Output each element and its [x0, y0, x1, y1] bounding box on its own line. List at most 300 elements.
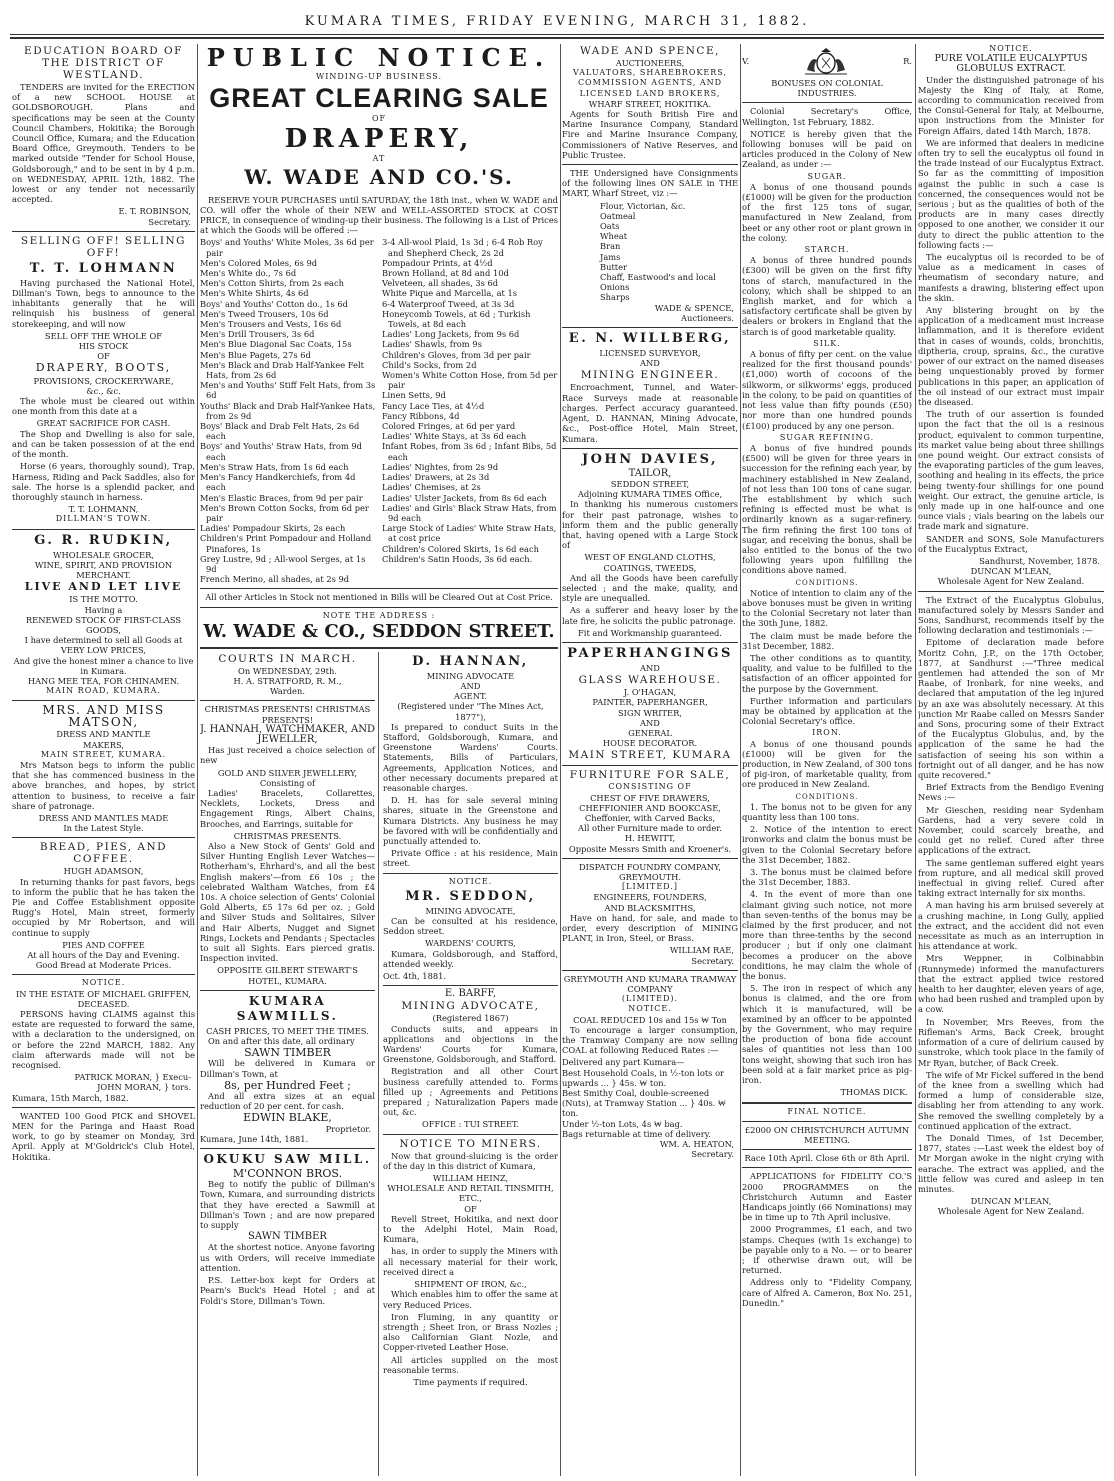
- price-item: Men's Cotton Shirts, from 2s each: [200, 278, 344, 289]
- price-item: Youths' Black and Drab Half-Yankee Hats, from 2s 9d: [200, 400, 376, 421]
- notice-office: Colonial Secretary's Office, Wellington, 1st February, 1882.: [742, 106, 912, 127]
- ad-line: Bags returnable at time of delivery.: [562, 1128, 711, 1139]
- ad-name: EDWIN BLAKE,: [243, 1111, 332, 1125]
- ad-headline: GREAT CLEARING SALE: [209, 83, 549, 114]
- price-item: Ladies' Nightes, from 2s 9d: [382, 461, 499, 472]
- ad-body: P.S. Letter-box kept for Orders at Pearn's Buck's Head Hotel ; and at Foldi's Store, Dillman's Town.: [200, 1275, 375, 1306]
- price-item: White Pique and Marcella, at 1s: [382, 288, 518, 299]
- ad-line: Time payments if required.: [413, 1376, 528, 1387]
- ad-line: MAIN ROAD, KUMARA.: [46, 686, 161, 696]
- ad-line: OF: [97, 351, 110, 362]
- ad-title: BONUSES ON COLONIAL INDUSTRIES.: [771, 78, 883, 99]
- ad-body: Encroachment, Tunnel, and Water-Race Surveys made at reasonable charges. Perfect accuracy guaranteed. Agent, D. HANNAN, Mining Advocate, &c., Post-office Hotel, Main Street, Kumara.: [562, 382, 738, 444]
- ad-line: NOTICE.: [628, 1004, 672, 1014]
- price-item: Ladies' and Girls' Black Straw Hats, from 9d each: [382, 502, 557, 523]
- ad-body: Kumara, Goldsborough, and Stafford, attended weekly.: [383, 948, 558, 969]
- ad-line: WHOLESALE GROCER,: [53, 549, 154, 560]
- christchurch-final-notice: [742, 1107, 912, 1308]
- price-item: Ladies' Shawls, from 9s: [382, 339, 482, 350]
- consignment-item: Chaff, Eastwood's and local: [600, 272, 716, 283]
- section-body: A bonus of one thousand pounds (£1000) will be given for the production of the first 125 tons of sugar, manufactured in New Zealand, from beet or any other root or plant grown in the colony.: [742, 181, 912, 243]
- ad-line: WHOLESALE AND RETAIL TINSMITH, ETC.,: [387, 1183, 554, 1204]
- section-body: A bonus of one thousand pounds (£1000) will be given for the production, in New Zealand, of 300 tons of pig-iron, of marketable quality, from ore produced in New Zealand.: [742, 738, 912, 790]
- sub-column-left: [200, 652, 375, 1309]
- price-item: Men's Straw Hats, from 1s 6d each: [200, 461, 349, 472]
- ad-signature-role: Secretary.: [691, 955, 734, 966]
- ad-signature: WADE & SPENCE,: [654, 302, 734, 313]
- crest-letter-v: V.: [742, 55, 750, 66]
- section-body: Further information and particulars may be obtained by application at the Colonial Secretary's office.: [742, 695, 912, 727]
- ad-body: As a sufferer and heavy loser by the late fire, he solicits the public patronage.: [562, 605, 738, 626]
- column-divider: [197, 44, 198, 1476]
- ad-line: On WEDNESDAY, 29th.: [238, 665, 337, 676]
- ad-body: Which enables him to offer the same at very Reduced Prices.: [383, 1289, 558, 1310]
- ad-subtitle: WINDING-UP BUSINESS.: [315, 72, 443, 81]
- ad-signature: JOHN MORAN, } tors.: [97, 1082, 191, 1093]
- ad-line: SIGN WRITER,: [617, 707, 682, 718]
- price-item: Men's Fancy Handkerchiefs, from 4d each: [200, 472, 356, 493]
- ad-title: WADE AND SPENCE,: [580, 45, 720, 57]
- ad-line: ENGINEERS, FOUNDERS,: [593, 892, 707, 903]
- ad-line: MINING ADVOCATE: [426, 670, 515, 681]
- price-item: Men's Blue Diagonal Sac Coats, 15s: [200, 339, 352, 350]
- price-item: Honeycomb Towels, at 6d ; Turkish Towels, at 8d each: [382, 308, 531, 330]
- ad-line: Adjoining KUMARA TIMES Office,: [577, 489, 723, 500]
- consignment-item: Oats: [600, 221, 620, 232]
- price-item: Men's Brown Cotton Socks, from 6d per pair: [200, 502, 369, 523]
- barff-ad: [383, 989, 558, 1129]
- price-item: Children's Print Pompadour and Holland Pinafores, 1s: [200, 533, 372, 554]
- ad-line: Delivered any part Kumara—: [562, 1057, 685, 1068]
- ad-body: Under the distinguished patronage of his Majesty the King of Italy, at Rome, according to communication received from the Consul-General for Italy, at Melbourne, upon instructions from the Minister for Foreign Affairs, dated 14th March, 1878.: [918, 74, 1104, 136]
- ad-line: DRESS AND MANTLES MADE: [38, 812, 169, 823]
- ad-title: MR. SEDDON,: [405, 888, 536, 904]
- consignment-item: Jams: [600, 251, 621, 262]
- ad-signature-role: Wholesale Agent for New Zealand.: [937, 1206, 1085, 1217]
- price-item: 3-4 All-wool Plaid, 1s 3d ; 6-4 Rob Roy and Shepherd Check, 2s 2d: [382, 237, 543, 258]
- ad-line: Consisting of: [259, 777, 316, 788]
- ad-body: TENDERS are invited for the ERECTION of a new SCHOOL HOUSE at GOLDSBOROUGH. Plans and specifications may be seen at the County Council Chambers, Hokitika; the Borough Council Office, Kumara; and the Education Board Office, Greymouth. Tenders to be marked outside "Tender for School House, Goldsborough," and to be sent in by 4 p.m. on WEDNESDAY, APRIL 12th, 1882. The lowest or any tender not necessarily accepted.: [12, 82, 195, 205]
- consignment-list: [562, 201, 738, 303]
- section-heading: IRON.: [812, 728, 842, 738]
- ad-line: At all hours of the Day and Evening.: [27, 950, 180, 961]
- wade-spence-ad: [562, 45, 738, 323]
- ad-body: Now that ground-sluicing is the order of the day in this district of Kumara,: [383, 1150, 558, 1171]
- ad-line: LIVE AND LET LIVE: [24, 580, 183, 594]
- ad-body: D. H. has for sale several mining shares, situate in the Greenstone and Kumara Districts. Any business he may be favored with will be confidentially and punctually attended to.: [383, 795, 558, 846]
- ad-line: All other Furniture made to order.: [578, 823, 722, 834]
- ad-line: SELL OFF THE WHOLE OF: [44, 330, 163, 341]
- price-item: Linen Setts, 9d: [382, 390, 446, 401]
- section-heading: SUGAR REFINING.: [779, 432, 875, 442]
- ad-title: IN THE ESTATE OF MICHAEL GRIFFEN, DECEASED.: [15, 988, 192, 1009]
- ad-body: SANDER and SONS, Sole Manufacturers of the Eucalyptus Extract,: [918, 533, 1104, 554]
- royal-crest-icon: [801, 46, 851, 76]
- section-body: The other conditions as to quantity, quality, and value to be fulfilled to the satisfaction of an officer appointed for the purpose by the Government.: [742, 652, 912, 694]
- section-body: The claim must be made before the 31st December, 1882.: [742, 630, 912, 651]
- ad-line: HANG MEE TEA, FOR CHINAMEN.: [27, 675, 180, 686]
- ad-body: Conducts suits, and appears in applications and objections in the Wardens' Courts for Kumara, Greenstone, Goldsborough, and Stafford.: [383, 1023, 558, 1065]
- ad-title: PURE VOLATILE EUCALYPTUS GLOBULUS EXTRACT.: [934, 53, 1088, 75]
- ad-title: NOTICE TO MINERS.: [399, 1137, 542, 1150]
- ad-line: CHEST OF FIVE DRAWERS,: [590, 792, 710, 803]
- ad-title: JOHN DAVIES,: [581, 451, 719, 467]
- ad-line: (Registered 1867): [432, 1013, 509, 1024]
- ad-body: The truth of our assertion is founded upon the fact that the oil is a resinous product, equivalent to common turpentine, its market value being about three shillings one pound weight. Our extract consists of the evaporating particles of the gum leaves, soothing and healing in its effects, the price being twenty-four shillings for one pound weight. Our extract, the genuine article, is only made up in one half-ounce and one ounce vials ; vials bearing on the labels our trade mark and signature.: [918, 409, 1104, 532]
- ad-line: OPPOSITE GILBERT STEWART'S HOTEL, KUMARA.: [217, 965, 358, 986]
- price-item: Boys' Black and Drab Felt Hats, 2s 6d each: [200, 421, 360, 442]
- crest-row: [742, 44, 912, 78]
- ad-title: MRS. AND MISS MATSON,: [42, 703, 165, 730]
- ad-line: H. HEWITT,: [624, 833, 676, 844]
- price-item: Men's White do., 7s 6d: [200, 268, 297, 279]
- hannan-ad: [383, 654, 558, 869]
- ad-title: KUMARA SAWMILLS.: [236, 993, 339, 1023]
- ad-title: £2000 ON CHRISTCHURCH AUTUMN MEETING.: [744, 1124, 910, 1145]
- ad-body: Will be delivered in Kumara or Dillman's Town, at: [200, 1058, 375, 1079]
- ad-line: (LIMITED).: [621, 994, 679, 1004]
- ad-line: MINING ADVOCATE,: [401, 1000, 540, 1013]
- price-item: Children's Colored Skirts, 1s 6d each: [382, 543, 539, 554]
- masthead: KUMARA TIMES, FRIDAY EVENING, MARCH 31, 1882.: [304, 14, 810, 29]
- ad-line: WILLIAM HEINZ,: [432, 1173, 509, 1184]
- ad-title: E. N. WILLBERG,: [568, 331, 732, 347]
- rate-row: Best Household Coals, in ½-ton lots or upwards ... } 45s. ₩ ton.: [562, 1067, 725, 1088]
- ad-line: WINE, SPIRIT, AND PROVISION: [34, 559, 173, 570]
- hannah-jeweller-ad: [200, 704, 375, 985]
- ad-line: COATINGS, TWEEDS,: [603, 562, 697, 573]
- ad-line: DRAPERY,: [284, 124, 474, 155]
- ad-line: [LIMITED.]: [622, 882, 678, 892]
- ad-body: The eucalyptus oil is recorded to be of value as a medicament in cases of rheumatism of secondary nature, and manifests a drawing, blistering effect upon the skin.: [918, 252, 1104, 303]
- ad-line: MINING ENGINEER.: [580, 369, 720, 382]
- consignment-item: Onions: [600, 282, 630, 293]
- ad-body: In thanking his numerous customers for their past patronage, wishes to inform them and the public generally that, having opened with a Large Stock of: [562, 499, 738, 551]
- wanted-ad: [12, 1111, 195, 1162]
- ad-title: E. BARFF,: [444, 988, 497, 1000]
- price-item: French Merino, all shades, at 2s 9d: [200, 574, 350, 585]
- ad-head: NOTICE.: [989, 44, 1033, 53]
- ad-body: Registration and all other Court business carefully attended to. Forms filled up ; Agreements and Petitions prepared ; Naturalization Papers made out, &c.: [383, 1066, 558, 1118]
- ad-line: Fit and Workmanship guaranteed.: [578, 627, 722, 638]
- price-item: Ladies' Chemises, at 2s: [382, 482, 481, 493]
- top-rule: [10, 34, 1104, 35]
- section-body: Notice of intention to claim any of the above bonuses must be given in writing to the Colonial Secretary not later than the 30th June, 1882.: [742, 587, 912, 629]
- ad-title: EDUCATION BOARD OF THE DISTRICT OF WESTLAND.: [24, 45, 183, 81]
- column-divider: [915, 44, 916, 1476]
- price-item: Men's Colored Moles, 6s 9d: [200, 257, 318, 268]
- ad-line: Having a: [84, 604, 123, 615]
- ad-body: The Shop and Dwelling is also for sale, and can be taken possession of at the end of the month.: [12, 428, 195, 460]
- ad-body: Brief Extracts from the Bendigo Evening News :—: [918, 782, 1104, 803]
- ad-line: GENERAL: [628, 727, 672, 738]
- wade-clearing-sale-ad: [200, 44, 558, 643]
- ad-line: AND: [640, 662, 660, 673]
- tramway-ad: [562, 974, 738, 1160]
- ad-signature: PATRICK MORAN, } Execu-: [74, 1072, 191, 1083]
- section-body: 5. The iron in respect of which any bonus is claimed, and the ore from which it is manufactured, will be examined by an officer to be appointed by the Government, who may require the production of bona fide account sales of quantities not less than 100 tons weight, showing that such iron has been sold at a fair market price as pig-iron.: [742, 983, 912, 1086]
- ad-line: AND: [640, 358, 660, 369]
- ad-line: VALUATORS, SHAREBROKERS, COMMISSION AGENTS, AND: [572, 68, 728, 88]
- lower-section: [200, 652, 558, 1476]
- ad-body: Also a New Stock of Gents' Gold and Silver Hunting English Lever Watches—Rotherham's, Ehrhard's, and all the best English makers'—from £6 10s ; the celebrated Waltham Watches, from £4 10s. A choice selection of Gents' Colonial Gold Alberts, £5 17s 6d per oz. ; Gold and Silver Studs and Solitaires, Silver and Hair Alberts, Nugget and Signet Rings, Lockets and Pendants ; Spectacles to suit all Sights. Ears pierced gratis. Inspection invited.: [200, 840, 375, 964]
- ad-title: FURNITURE FOR SALE,: [569, 769, 731, 782]
- ad-line: GREAT SACRIFICE FOR CASH.: [36, 418, 171, 429]
- ad-body: All articles supplied on the most reasonable terms.: [383, 1354, 558, 1375]
- ad-line: OF: [464, 1203, 477, 1214]
- consignment-item: Flour, Victorian, &c.: [600, 200, 686, 211]
- price-item: Men's Drill Trousers, 3s 6d: [200, 329, 315, 340]
- ad-line: COAL REDUCED 10s and 15s ₩ Ton: [573, 1014, 727, 1025]
- dispatch-foundry-ad: [562, 862, 738, 966]
- ad-line: J. O'HAGAN,: [623, 687, 677, 698]
- notice-intro: NOTICE is hereby given that the following bonuses will be paid on articles produced in the Colony of New Zealand, as under :—: [742, 128, 912, 170]
- price-item: Fancy Lace Ties, at 4½d: [382, 400, 485, 411]
- ad-body: Epitome of declaration made before Moritz Cohn, J.P., on the 17th October, 1877, at Sandhurst :—"Three medical gentlemen had attended the son of Mr Raabe, of Ironbark, for nine weeks, and declared that amputation of the leg injured by an axe was absolutely necessary. At this junction Mr Raabe called on Messrs Sander and Sons, procuring some of their Extract of the Eucalyptus Globulus, and, by the application of the same he had the satisfaction of seeing his son within a fortnight out of all danger, and he has now quite recovered.": [918, 637, 1104, 781]
- ad-title: CHRISTMAS PRESENTS! CHRISTMAS PRESENTS!: [204, 704, 371, 725]
- ad-body: Ladies' Bracelets, Collarettes, Necklets, Lockets, Dress and Engagement Rings, Albert Chains, Brooches, and Earrings, suitable for: [200, 787, 375, 829]
- ad-line: TAILOR,: [628, 467, 672, 479]
- ad-body: PERSONS having CLAIMS against this estate are requested to forward the same, with a declaration to the undersigned, on or before the 22nd MARCH, 1882. Any claim afterwards made will not be recognised.: [12, 1009, 195, 1071]
- ad-line: SAWN TIMBER: [248, 1231, 327, 1243]
- price-item: 6-4 Waterproof Tweed, at 3s 3d: [382, 298, 515, 309]
- ad-body: Is prepared to conduct Suits in the Stafford, Goldsborough, Kumara, and Greenstone Wardens' Courts. Statements, Bills of Particulars, Agreements, Application Notices, and other necessary documents prepared at reasonable charges.: [383, 721, 558, 793]
- ad-line: WHARF STREET, HOKITIKA.: [588, 98, 712, 109]
- ad-line: 8s, per Hundred Feet ;: [224, 1078, 351, 1092]
- ad-body: Horse (6 years, thoroughly sound), Trap, Harness, Riding and Pack Saddles, also for sale. The horse is a splendid packer, and thoroughly staunch in harness.: [12, 461, 195, 502]
- price-item: Men's and Youths' Stiff Felt Hats, from 3s 6d: [200, 380, 376, 401]
- ad-line: CONSISTING OF: [608, 782, 692, 792]
- ad-body: has, in order to supply the Miners with all necessary material for their work, received direct a: [383, 1246, 558, 1277]
- price-item: Men's Elastic Braces, from 9d per pair: [200, 492, 363, 503]
- ad-line: H. A. STRATFORD, R. M.,: [233, 675, 342, 686]
- section-body: 4. In the event of more than one claimant giving such notice, not more than seven-tenths of the bonus may be claimed by the first producer, and not more than three-tenths by the second producer ; but if only one claimant becomes a producer on the above conditions, he may claim the whole of the bonus.: [742, 889, 912, 982]
- ad-line: Race 10th April. Close 6th or 8th April.: [744, 1153, 910, 1164]
- price-item: Ladies' Drawers, at 2s 3d: [382, 472, 490, 483]
- section-body: 3. The bonus must be claimed before the 31st December, 1883.: [742, 867, 912, 888]
- ad-body: In November, Mrs Reeves, from the Rifleman's Arms, Back Creek, brought information of a cure of delirium caused by sunstroke, which took place in the family of Mr Ryan, butcher, of Back Creek.: [918, 1016, 1104, 1068]
- ad-body: RESERVE YOUR PURCHASES until SATURDAY, the 18th inst., when W. WADE and CO. will offer the whole of their NEW and WELL-ASSORTED STOCK at COST PRICE, in consequence of winding-up their business. The following is a List of Prices at which the Goods will be offered :—: [200, 194, 558, 236]
- price-item: Large Stock of Ladies' White Straw Hats, at cost price: [382, 523, 557, 544]
- ad-signature: DUNCAN M'LEAN,: [970, 1196, 1052, 1207]
- adamson-ad: [12, 841, 195, 970]
- section-body: 2. Notice of the intention to erect ironworks and claim the bonus must be given to the Colonial Secretary before the 31st December, 1882.: [742, 824, 912, 865]
- sub-column-right: [383, 652, 558, 1390]
- ad-body: Agents for South British Fire and Marine Insurance Company, Standard Fire and Marine Insurance Company, Commissioners of Native Reserves, and Public Trustee.: [562, 109, 738, 160]
- ad-body: Can be consulted at his residence, Seddon street.: [383, 916, 558, 937]
- ad-body: Iron Fluming, in any quantity or strength ; Sheet Iron, or Brass Nozles ; also Californian Giant Nozle, and Copper-riveted Leather Hose.: [383, 1311, 558, 1353]
- ad-firm: W. WADE AND CO.'S.: [244, 164, 514, 189]
- ad-signature-place: DILLMAN'S TOWN.: [55, 514, 152, 524]
- consignment-item: Sharps: [600, 292, 630, 303]
- price-item: Child's Socks, from 2d: [382, 359, 477, 370]
- ad-body: The Donald Times, of 1st December, 1877, states :—Last week the eldest boy of Mr Morgan awoke in the night crying with earache. The extract was applied, and the little fellow was cured and asleep in ten minutes.: [918, 1132, 1104, 1194]
- price-item: Grey Lustre, 9d ; All-wool Serges, at 1s 9d: [200, 553, 366, 574]
- ad-body: Has just received a choice selection of new: [200, 745, 375, 766]
- courts-ad: [200, 653, 375, 697]
- ad-line: VERY LOW PRICES,: [60, 645, 147, 656]
- griffen-estate-notice: [12, 978, 195, 1102]
- ad-line: AND: [460, 680, 481, 691]
- ad-signature: E. T. ROBINSON,: [118, 206, 191, 217]
- ad-title: BREAD, PIES, AND COFFEE.: [39, 841, 168, 866]
- price-item: Ladies' Long Jackets, from 9s 6d: [382, 329, 520, 340]
- ad-body: THE Undersigned have Consignments of the following lines ON SALE in THE MART, Wharf Street, viz :—: [562, 168, 738, 199]
- section-body: 1. The bonus not to be given for any quantity less than 100 tons.: [742, 801, 912, 823]
- price-item: Men's White Shirts, 4s 6d: [200, 288, 309, 299]
- ad-line: OFFICE : TUI STREET.: [421, 1119, 520, 1130]
- ad-line: HIS STOCK: [78, 341, 129, 352]
- consignment-item: Oatmeal: [600, 210, 636, 221]
- ad-body: Address only to "Fidelity Company, care of Alfred A. Cameron, Box No. 251, Dunedin.": [742, 1277, 912, 1308]
- ad-line: Sandhurst, November, 1878.: [979, 555, 1100, 566]
- consignment-item: Bran: [600, 241, 621, 252]
- section-heading: SUGAR.: [807, 171, 847, 181]
- ad-signature: THOMAS DICK.: [840, 1087, 908, 1098]
- ad-line: GOLD AND SILVER JEWELLERY,: [217, 767, 358, 778]
- ad-line: RENEWED STOCK OF FIRST-CLASS GOODS,: [25, 614, 182, 635]
- ad-body: Revell Street, Hokitika, and next door to the Adelphi Hotel, Main Road, Kumara,: [383, 1213, 558, 1245]
- ad-line: GLASS WAREHOUSE.: [578, 674, 722, 687]
- price-item: Ladies' White Stays, at 3s 6d each: [382, 431, 527, 442]
- ad-body: And all extra sizes at an equal reduction of 20 per cent. for cash.: [200, 1091, 375, 1112]
- willberg-ad: [562, 331, 738, 444]
- ad-body: WANTED 100 Good PICK and SHOVEL MEN for the Paringa and Haast Road work, to go by steamer on Monday, 3rd April. Apply at M'Goldrick's Club Hotel, Hokitika.: [12, 1110, 195, 1162]
- price-item: Boys' and Youths' Straw Hats, from 9d each: [200, 441, 362, 462]
- furniture-ad: [562, 769, 738, 853]
- price-item: Velveteen, all shades, 3s 6d: [382, 278, 499, 289]
- colonial-bonuses-notice: [742, 44, 912, 1098]
- price-item: Men's Trousers and Vests, 16s 6d: [200, 319, 342, 330]
- column-divider: [740, 44, 741, 1476]
- price-item: Boys' and Youths' Cotton do., 1s 6d: [200, 298, 348, 309]
- price-item: Fancy Ribbons, 4d: [382, 410, 460, 421]
- ad-line: WARDENS' COURTS,: [425, 938, 516, 949]
- ad-body: On and after this date, all ordinary: [208, 1036, 355, 1047]
- kumara-sawmills-ad: [200, 994, 375, 1144]
- column-2: [200, 44, 558, 1476]
- column-3: [562, 44, 738, 1476]
- price-item: Colored Fringes, at 6d per yard: [382, 421, 516, 432]
- ad-name: M'CONNON BROS.: [232, 1167, 343, 1181]
- crest-letter-r: R.: [903, 55, 912, 66]
- ad-head: NOTICE.: [448, 876, 493, 886]
- top-rule-thick: [10, 37, 1104, 39]
- price-item: Men's Tweed Trousers, 10s 6d: [200, 308, 329, 319]
- ad-line: (Registered under "The Mines Act, 1877"),: [397, 701, 544, 722]
- ad-line: OF: [371, 114, 387, 124]
- section-body: A bonus of fifty per cent. on the value realized for the first thousand pounds' (£1,000) worth of cocoons of the silkworm, or silkworms' eggs, produced in the colony, to be paid on quantities of not less value than fifty pounds (£50) nor more than one hundred pounds (£100) produced by any one person.: [742, 349, 912, 431]
- ad-body: Mrs Weppner, in Colbinabbin (Runnymede) informed the manufacturers that the extract applied twice restored health to her daughter, eleven years of age, who had been rushed and trampled upon by a cow.: [918, 953, 1104, 1015]
- ad-line: SAWN TIMBER: [244, 1046, 331, 1060]
- ad-line: MINING ADVOCATE,: [425, 905, 516, 916]
- ad-line: PIES AND COFFEE: [62, 939, 145, 950]
- section-body: A bonus of five hundred pounds (£500) will be given for three years in succession for the refining each year, by machinery established in New Zealand, of not less than 100 tons of cane sugar. The establishment by which such refining is effected must be what is ordinarily known as a sugar-refinery. The firm refining the first 100 tons of sugar, and receiving the bonus, shall be also entitled to the bonus of the two following years upon fulfilling the conditions above named.: [742, 442, 912, 576]
- ad-body: The same gentleman suffered eight years from rupture, and all medical skill proved ineffectual in giving relief. Cured after taking extract internally for six months.: [918, 857, 1104, 899]
- ad-line: Good Bread at Moderate Prices.: [35, 960, 172, 971]
- ad-body: To encourage a larger consumption, the Tramway Company are now selling COAL at following Reduced Rates :—: [562, 1024, 738, 1056]
- ad-head: FINAL NOTICE.: [787, 1106, 867, 1116]
- ad-line: AUCTIONEERS,: [615, 58, 685, 68]
- column-4: [742, 44, 912, 1476]
- matson-ad: [12, 704, 195, 833]
- ad-address: W. WADE & CO., SEDDON STREET.: [203, 620, 555, 642]
- price-item: Children's Satin Hoods, 3s 6d each.: [382, 553, 533, 564]
- ad-line: CASH PRICES, TO MEET THE TIMES.: [206, 1025, 369, 1036]
- eucalyptus-ad: [918, 44, 1104, 1217]
- ad-body: Beg to notify the public of Dillman's Town, Kumara, and surrounding districts that they have erected a Sawmill at Dillman's Town ; and are now prepared to supply: [200, 1179, 375, 1231]
- column-1: [12, 44, 195, 1476]
- ad-body: Any blistering brought on by the application of a medicament must increase inflammation, and it is therefore evident that in cases of wounds, colds, bronchitis, diptheria, croup, sprains, &c., the curative power of our extract on the named diseases being unquestionably proved by former publications in this paper, an application of the oil instead of our extract must impair the diseased.: [918, 305, 1104, 407]
- ad-body: The wife of Mr Fickel suffered in the bend of the knee from a swelling which had formed a lump of considerable size, disabling her from attending to any work. She removed the swelling completely by a continued application of the extract.: [918, 1069, 1104, 1131]
- consignment-item: Wheat: [600, 231, 628, 242]
- ad-date: Oct. 4th, 1881.: [383, 971, 447, 982]
- ad-name: HUGH ADAMSON,: [63, 866, 144, 877]
- ad-line: Cheffonier, with Carved Backs,: [584, 812, 716, 823]
- ad-line: HOUSE DECORATOR.: [602, 738, 698, 749]
- price-item: Boys' and Youths' White Moles, 3s 6d per pair: [200, 237, 374, 258]
- ad-line: PAINTER, PAPERHANGER,: [592, 697, 708, 708]
- ad-title: GREYMOUTH AND KUMARA TRAMWAY COMPANY: [563, 973, 737, 995]
- ad-body: Having purchased the National Hotel, Dillman's Town, begs to announce to the inhabitants generally that he will relinquish his business of general storekeeping, and will now: [12, 277, 195, 329]
- ad-footer: All other Articles in Stock not mentioned in Bills will be Cleared Out at Cost Price.: [205, 592, 553, 603]
- price-item: Men's Black and Drab Half-Yankee Felt Hats, from 2s 6d: [200, 359, 364, 381]
- section-heading: CONDITIONS.: [795, 578, 859, 587]
- section-heading: SILK.: [813, 338, 841, 348]
- ad-line: AGENT.: [454, 691, 487, 702]
- ad-line: Warden.: [270, 686, 305, 697]
- ad-title: PUBLIC NOTICE.: [206, 44, 552, 72]
- section-body: A bonus of three hundred pounds (£300) will be given on the first fifty tons of starch, manufactured in the colony, which shall be shipped to an English market, and for which a satisfactory certificate shall be given by dealers or brokers in England that the starch is of good marketable quality.: [742, 255, 912, 337]
- lohmann-ad: [12, 235, 195, 525]
- ad-title: PAPERHANGINGS: [567, 645, 733, 661]
- price-item: Pompadour Prints, at 4½d: [382, 257, 493, 268]
- ad-signature-role: Secretary.: [691, 1149, 734, 1160]
- ad-date: Kumara, June 14th, 1881.: [200, 1133, 309, 1144]
- ad-line: MAIN STREET, KUMARA.: [40, 749, 167, 759]
- ad-signature-role: Wholesale Agent for New Zealand.: [937, 576, 1085, 587]
- column-5: [918, 44, 1104, 1476]
- price-item: Infant Robes, from 3s 6d ; Infant Bibs, 5d each: [382, 441, 557, 462]
- ad-body: Have on hand, for sale, and made to order, every description of MINING PLANT, in Iron, Steel, or Brass.: [562, 912, 738, 944]
- ad-body: The Extract of the Eucalyptus Globulus, manufactured solely by Messrs Sander and Sons, Sandhurst, recommends itself by the following declaration and testimonials :—: [918, 594, 1104, 636]
- ad-line: AT: [372, 154, 386, 164]
- okuku-saw-mill-ad: [200, 1152, 375, 1306]
- ad-line: SEDDON STREET,: [610, 478, 690, 489]
- ad-body: APPLICATIONS for FIDELITY CO.'S 2000 PROGRAMMES on the Christchurch Autumn and Easter Handicaps jointly (66 Nominations) may be in time up to 7th April inclusive.: [742, 1171, 912, 1223]
- seddon-ad: [383, 877, 558, 982]
- ad-body: And all the Goods have been carefully selected ; and the make, quality, and style are unequalled.: [562, 572, 738, 604]
- ad-title: COURTS IN MARCH.: [218, 652, 357, 665]
- ad-signature-role: Secretary.: [148, 216, 191, 227]
- ad-line: CHEFFIONIER AND BOOKCASE,: [579, 802, 721, 813]
- ohagan-ad: [562, 646, 738, 761]
- john-davies-ad: [562, 452, 738, 638]
- ad-head: NOTICE.: [81, 978, 126, 988]
- ad-title: OKUKU SAW MILL.: [203, 1152, 372, 1167]
- ad-body: In returning thanks for past favors, begs to inform the public that he has taken the Pie and Coffee Establishment opposite Rugg's Hotel, Main street, formerly occupied by Mr Robertson, and will continue to supply: [12, 876, 195, 938]
- ad-body: Private Office : at his residence, Main street.: [383, 848, 558, 869]
- ad-body: A man having his arm bruised severely at a crushing machine, in Long Gully, applied the extract, and the accident did not even necessitate as much as an interruption in his attendance at work.: [918, 900, 1104, 952]
- ad-role: Proprietor.: [325, 1123, 371, 1134]
- ad-signature: WM. A. HEATON,: [659, 1139, 734, 1150]
- price-item: Men's Blue Pagets, 27s 6d: [200, 349, 311, 360]
- price-item: Brown Holland, at 8d and 10d: [382, 268, 509, 279]
- ad-line: WEST OF ENGLAND CLOTHS,: [584, 552, 716, 563]
- ad-line: CHRISTMAS PRESENTS.: [233, 830, 342, 841]
- section-heading: CONDITIONS.: [795, 792, 859, 801]
- ad-line: DRAPERY, BOOTS,: [35, 361, 172, 375]
